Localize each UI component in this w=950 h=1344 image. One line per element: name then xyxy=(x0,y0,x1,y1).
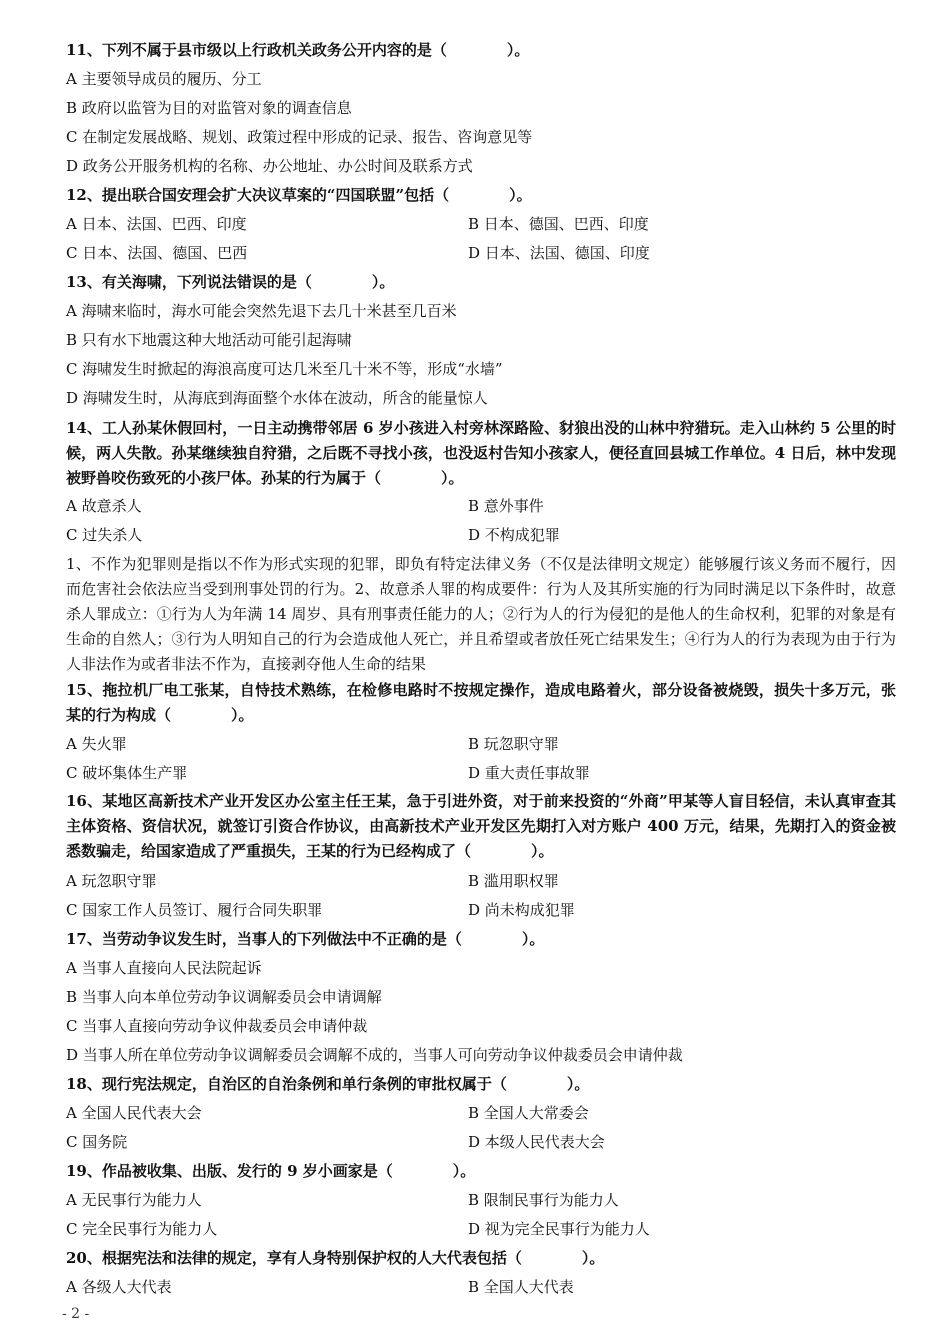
question-11-option-b: B 政府以监管为目的对监管对象的调查信息 xyxy=(66,99,352,117)
question-18-stem: 18、现行宪法规定，自治区的自治条例和单行条例的审批权属于（ ）。 xyxy=(66,1075,590,1093)
question-13-option-b: B 只有水下地震这种大地活动可能引起海啸 xyxy=(66,331,352,349)
question-19-option-b: B 限制民事行为能力人 xyxy=(468,1191,619,1209)
question-14-option-d: D 不构成犯罪 xyxy=(468,526,560,544)
question-13-option-a: A 海啸来临时，海水可能会突然先退下去几十米甚至几百米 xyxy=(66,302,457,320)
question-18-option-b: B 全国人大常委会 xyxy=(468,1104,589,1122)
question-14-option-b: B 意外事件 xyxy=(468,497,544,515)
question-12-option-a: A 日本、法国、巴西、印度 xyxy=(66,215,247,233)
question-17-option-d: D 当事人所在单位劳动争议调解委员会调解不成的，当事人可向劳动争议仲裁委员会申请仲裁 xyxy=(66,1046,683,1064)
question-13-option-c: C 海啸发生时掀起的海浪高度可达几米至几十米不等，形成“水墙” xyxy=(66,360,503,378)
question-15-option-b: B 玩忽职守罪 xyxy=(468,735,559,753)
question-14-option-c: C 过失杀人 xyxy=(66,526,143,544)
question-15-options-row-1 xyxy=(66,730,896,759)
question-19-options-row-2 xyxy=(66,1215,896,1244)
question-14-explanation: 1、不作为犯罪则是指以不作为形式实现的犯罪，即负有特定法律义务（不仅是法律明文规定）能够履行该义务而不履行，因而危害社会依法应当受到刑事处罚的行为。2、故意杀人罪的构成要件：行为人及其所实施的行为同时满足以下条件时，故意杀人罪成立：①行为人为年满 14 周岁、具有刑事责任能力的人；②行为人的行为侵犯的是他人的生命权利，犯罪的对象是有生命的自然人；③行为人明知自己的行为会造成他人死亡，并且希望或者放任死亡结果发生；④行为人的行为表现为由于行为人非法作为或者非法不作为，直接剥夺他人生命的结果 xyxy=(66,555,896,673)
question-20-option-b: B 全国人大代表 xyxy=(468,1278,574,1296)
question-14-options-row-1 xyxy=(66,492,896,521)
question-11-stem: 11、下列不属于县市级以上行政机关政务公开内容的是（ ）。 xyxy=(66,41,530,59)
question-18-options-row-1 xyxy=(66,1099,896,1128)
question-20-stem: 20、根据宪法和法律的规定，享有人身特别保护权的人大代表包括（ ）。 xyxy=(66,1249,605,1267)
question-18-options-row-2 xyxy=(66,1128,896,1157)
question-16-options-row-1 xyxy=(66,867,896,896)
question-18-option-a: A 全国人民代表大会 xyxy=(66,1104,202,1122)
question-17-option-b: B 当事人向本单位劳动争议调解委员会申请调解 xyxy=(66,988,382,1006)
question-16-stem: 16、某地区高新技术产业开发区办公室主任王某，急于引进外资，对于前来投资的“外商”甲某等人盲目轻信，未认真审查其主体资格、资信状况，就签订引资合作协议，由高新技术产业开发区先期打入对方账户 400 万元，结果，先期打入的资金被悉数骗走，给国家造成了严重损失，王某的行为已经构成了（ ）。 xyxy=(66,792,896,860)
question-19-stem: 19、作品被收集、出版、发行的 9 岁小画家是（ ）。 xyxy=(66,1162,476,1180)
question-20-options-row-1 xyxy=(66,1273,896,1302)
question-14-option-a: A 故意杀人 xyxy=(66,497,142,515)
question-19-option-d: D 视为完全民事行为能力人 xyxy=(468,1220,650,1238)
question-14-stem: 14、工人孙某休假回村，一日主动携带邻居 6 岁小孩进入村旁林深路险、豺狼出没的山林中狩猎玩。走入山林约 5 公里的时候，两人失散。孙某继续独自狩猎，之后既不寻找小孩，也没返村告知小孩家人，便径直回县城工作单位。4 日后，林中发现被野兽咬伤致死的小孩尸体。孙某的行为属于（ ）。 xyxy=(66,419,896,487)
question-19-options-row-1 xyxy=(66,1186,896,1215)
question-12-option-d: D 日本、法国、德国、印度 xyxy=(468,244,650,262)
question-15-option-c: C 破坏集体生产罪 xyxy=(66,764,188,782)
question-13-stem: 13、有关海啸，下列说法错误的是（ ）。 xyxy=(66,273,395,291)
question-17-stem: 17、当劳动争议发生时，当事人的下列做法中不正确的是（ ）。 xyxy=(66,930,545,948)
question-16-option-c: C 国家工作人员签订、履行合同失职罪 xyxy=(66,901,323,919)
question-19-option-a: A 无民事行为能力人 xyxy=(66,1191,202,1209)
question-16-options-row-2 xyxy=(66,896,896,925)
question-11-option-d: D 政务公开服务机构的名称、办公地址、办公时间及联系方式 xyxy=(66,157,473,175)
question-17-option-c: C 当事人直接向劳动争议仲裁委员会申请仲裁 xyxy=(66,1017,368,1035)
question-16-option-a: A 玩忽职守罪 xyxy=(66,872,157,890)
page-number: - 2 - xyxy=(62,1306,90,1322)
question-12-stem: 12、提出联合国安理会扩大决议草案的“四国联盟”包括（ ）。 xyxy=(66,186,532,204)
question-12-option-b: B 日本、德国、巴西、印度 xyxy=(468,215,649,233)
question-15-option-d: D 重大责任事故罪 xyxy=(468,764,590,782)
question-20-option-a: A 各级人大代表 xyxy=(66,1278,172,1296)
document-body xyxy=(66,36,896,1302)
question-16-option-d: D 尚未构成犯罪 xyxy=(468,901,575,919)
question-11-option-c: C 在制定发展战略、规划、政策过程中形成的记录、报告、咨询意见等 xyxy=(66,128,533,146)
question-11-option-a: A 主要领导成员的履历、分工 xyxy=(66,70,262,88)
question-12-options-row-1 xyxy=(66,210,896,239)
question-19-option-c: C 完全民事行为能力人 xyxy=(66,1220,218,1238)
question-18-option-d: D 本级人民代表大会 xyxy=(468,1133,605,1151)
question-12-options-row-2 xyxy=(66,239,896,268)
question-14-options-row-2 xyxy=(66,521,896,550)
question-15-option-a: A 失火罪 xyxy=(66,735,127,753)
question-18-option-c: C 国务院 xyxy=(66,1133,128,1151)
question-17-option-a: A 当事人直接向人民法院起诉 xyxy=(66,959,262,977)
question-15-stem: 15、拖拉机厂电工张某，自恃技术熟练，在检修电路时不按规定操作，造成电路着火，部分设备被烧毁，损失十多万元，张某的行为构成（ ）。 xyxy=(66,681,896,724)
question-12-option-c: C 日本、法国、德国、巴西 xyxy=(66,244,248,262)
question-16-option-b: B 滥用职权罪 xyxy=(468,872,559,890)
question-15-options-row-2 xyxy=(66,759,896,788)
question-13-option-d: D 海啸发生时，从海底到海面整个水体在波动，所含的能量惊人 xyxy=(66,389,488,407)
